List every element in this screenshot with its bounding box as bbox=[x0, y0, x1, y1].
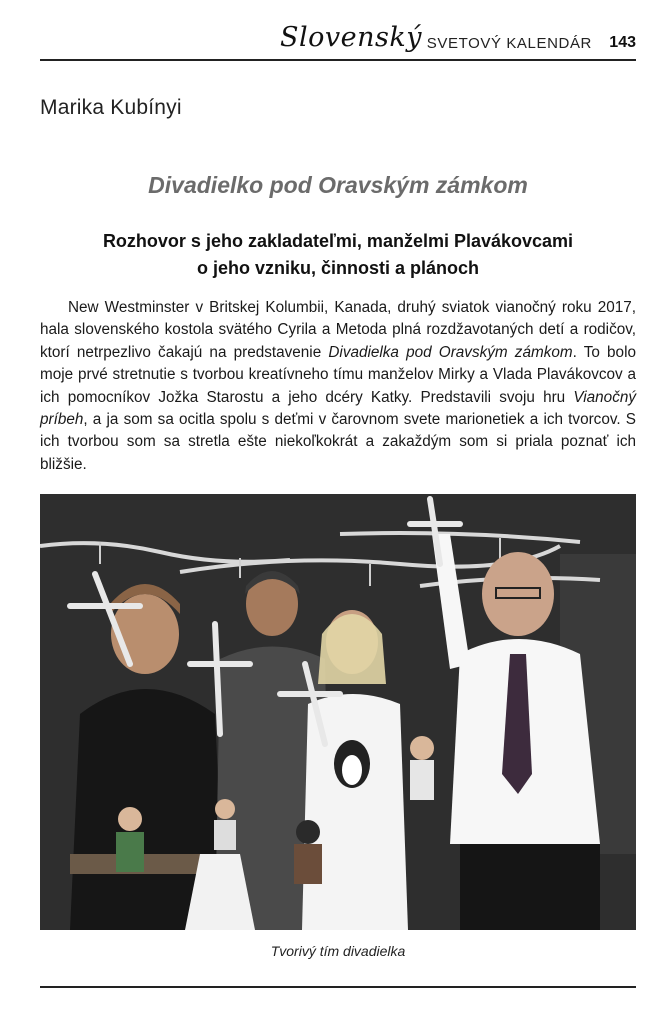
footer-rule bbox=[40, 986, 636, 988]
body-emphasis-1: Divadielka pod Oravským zámkom bbox=[328, 343, 573, 361]
subtitle-line-2: o jeho vzniku, činnosti a plánoch bbox=[196, 258, 480, 278]
author-name: Marika Kubínyi bbox=[40, 96, 182, 119]
body-text-1: New Westminster v Britskej Kolumbii, Kanada, druhý sviatok vianočný roku 2017, hala slovenského kostola svätého Cyrila a Metoda plná rozdžavotaných detí a rodičov, ktorí netrpezlivo čakajú na predstavenie bbox=[40, 299, 636, 361]
magazine-logo: Slovenský bbox=[280, 22, 422, 53]
body-text-2: . To bolo moje prvé stretnutie s tvorbou kreatívneho tímu manželov Mirky a Vlada Plavákovcov a ich pomocníkov Jožka Starostu a jeho dcéry Katky. Predstavili svoju hru bbox=[40, 343, 636, 406]
body-emphasis-2: Vianočný príbeh bbox=[40, 388, 636, 429]
page-header bbox=[40, 18, 636, 62]
article-photo bbox=[40, 494, 636, 930]
calendar-title: SVETOVÝ KALENDÁR bbox=[426, 35, 592, 52]
article-title: Divadielko pod Oravským zámkom bbox=[148, 172, 528, 198]
header-rule bbox=[40, 59, 636, 61]
body-text-3: , a ja som sa ocitla spolu s deťmi v čarovnom svete marionetiek a ich tvorcov. S ich tvorbou som sa stretla ešte niekoľkokrát a zakaždým som si priala poznať ich bližšie. bbox=[40, 411, 636, 473]
photo-illustration bbox=[40, 494, 636, 930]
photo-caption: Tvorivý tím divadielka bbox=[270, 943, 406, 959]
subtitle-line-1: Rozhovor s jeho zakladateľmi, manželmi Plavákovcami bbox=[102, 231, 574, 251]
article-subtitle bbox=[60, 228, 616, 282]
article-body bbox=[40, 297, 636, 476]
page-number: 143 bbox=[609, 34, 636, 51]
